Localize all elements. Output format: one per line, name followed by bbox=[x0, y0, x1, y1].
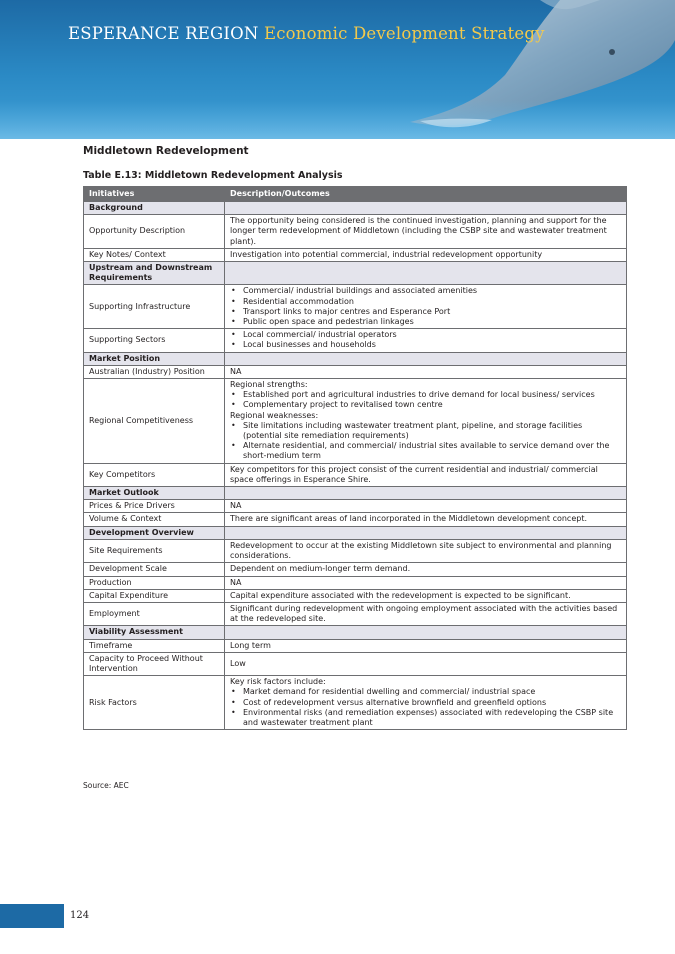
list-item: • Established port and agricultural industries to drive demand for local business/ services bbox=[230, 390, 621, 400]
category-row bbox=[84, 202, 627, 215]
category-label: Development Overview bbox=[84, 526, 225, 539]
row-label: Production bbox=[84, 576, 225, 589]
table-row bbox=[84, 539, 627, 562]
table-row bbox=[84, 379, 627, 464]
footer-bar bbox=[0, 904, 64, 928]
table-row bbox=[84, 589, 627, 602]
row-value: Low bbox=[225, 652, 627, 675]
table-header-row bbox=[84, 187, 627, 202]
bullet-list bbox=[230, 390, 621, 410]
list-item: • Transport links to major centres and Esperance Port bbox=[230, 307, 621, 317]
weaknesses-label: Regional weaknesses: bbox=[230, 410, 319, 420]
row-value: Investigation into potential commercial, industrial redevelopment opportunity bbox=[225, 248, 627, 261]
category-row bbox=[84, 262, 627, 285]
table-row bbox=[84, 329, 627, 352]
row-value bbox=[225, 285, 627, 329]
table-row bbox=[84, 513, 627, 526]
section-title: Middletown Redevelopment bbox=[83, 145, 249, 157]
row-value bbox=[225, 329, 627, 352]
bullet-list bbox=[230, 330, 621, 350]
row-value: Redevelopment to occur at the existing Middletown site subject to environmental and planning considerations. bbox=[225, 539, 627, 562]
category-row bbox=[84, 487, 627, 500]
row-label: Volume & Context bbox=[84, 513, 225, 526]
list-item: • Alternate residential, and commercial/ industrial sites available to service demand over the short-medium term bbox=[230, 441, 621, 461]
list-item: • Residential accommodation bbox=[230, 297, 621, 307]
analysis-table bbox=[83, 186, 627, 730]
category-row bbox=[84, 526, 627, 539]
dolphin-image bbox=[0, 0, 675, 139]
table-caption: Table E.13: Middletown Redevelopment Analysis bbox=[83, 170, 343, 181]
list-item: • Market demand for residential dwelling and commercial/ industrial space bbox=[230, 687, 621, 697]
row-label: Site Requirements bbox=[84, 539, 225, 562]
table-row bbox=[84, 285, 627, 329]
row-value bbox=[225, 676, 627, 730]
table-row bbox=[84, 365, 627, 378]
row-label: Prices & Price Drivers bbox=[84, 500, 225, 513]
table-row bbox=[84, 215, 627, 249]
row-label: Australian (Industry) Position bbox=[84, 365, 225, 378]
category-row bbox=[84, 352, 627, 365]
row-value: Long term bbox=[225, 639, 627, 652]
row-value: Significant during redevelopment with ongoing employment associated with the activities based at the redeveloped site. bbox=[225, 602, 627, 625]
table-row bbox=[84, 602, 627, 625]
row-label: Supporting Infrastructure bbox=[84, 285, 225, 329]
row-label: Opportunity Description bbox=[84, 215, 225, 249]
bullet-list bbox=[230, 286, 621, 327]
table-row bbox=[84, 652, 627, 675]
page-number: 124 bbox=[70, 910, 90, 921]
list-item: • Environmental risks (and remediation expenses) associated with redeveloping the CSBP site and wastewater treatment plant bbox=[230, 708, 621, 728]
row-value: Capital expenditure associated with the redevelopment is expected to be significant. bbox=[225, 589, 627, 602]
table-row bbox=[84, 576, 627, 589]
list-item: • Cost of redevelopment versus alternative brownfield and greenfield options bbox=[230, 698, 621, 708]
row-label: Key Competitors bbox=[84, 463, 225, 486]
table-row bbox=[84, 563, 627, 576]
row-value: Dependent on medium-longer term demand. bbox=[225, 563, 627, 576]
row-value: NA bbox=[225, 576, 627, 589]
table-row bbox=[84, 676, 627, 730]
banner-title bbox=[68, 24, 545, 43]
table-row bbox=[84, 500, 627, 513]
banner-region: ESPERANCE REGION bbox=[68, 24, 259, 43]
bullet-list bbox=[230, 687, 621, 728]
row-label: Timeframe bbox=[84, 639, 225, 652]
category-row bbox=[84, 626, 627, 639]
table-row bbox=[84, 463, 627, 486]
row-label: Regional Competitiveness bbox=[84, 379, 225, 464]
row-label: Risk Factors bbox=[84, 676, 225, 730]
row-label: Capacity to Proceed Without Intervention bbox=[84, 652, 225, 675]
row-label: Development Scale bbox=[84, 563, 225, 576]
list-item: • Commercial/ industrial buildings and associated amenities bbox=[230, 286, 621, 296]
list-item: • Complementary project to revitalised town centre bbox=[230, 400, 621, 410]
row-value: The opportunity being considered is the continued investigation, planning and support for the longer term redevelopment of Middletown (including the CSBP site and wastewater treatment plant). bbox=[225, 215, 627, 249]
row-value bbox=[225, 379, 627, 464]
row-value: There are significant areas of land incorporated in the Middletown development concept. bbox=[225, 513, 627, 526]
row-value: Key competitors for this project consist of the current residential and industrial/ commercial space offerings in Esperance Shire. bbox=[225, 463, 627, 486]
strengths-label: Regional strengths: bbox=[230, 380, 308, 390]
row-value: NA bbox=[225, 500, 627, 513]
category-label: Viability Assessment bbox=[84, 626, 225, 639]
row-value: NA bbox=[225, 365, 627, 378]
row-label: Capital Expenditure bbox=[84, 589, 225, 602]
table-row bbox=[84, 639, 627, 652]
category-label: Market Position bbox=[84, 352, 225, 365]
list-item: • Local commercial/ industrial operators bbox=[230, 330, 621, 340]
row-label: Key Notes/ Context bbox=[84, 248, 225, 261]
table-row bbox=[84, 248, 627, 261]
list-item: • Site limitations including wastewater treatment plant, pipeline, and storage facilities (potential site remediation requirements) bbox=[230, 421, 621, 441]
list-item: • Public open space and pedestrian linkages bbox=[230, 317, 621, 327]
category-label: Background bbox=[84, 202, 225, 215]
column-header: Initiatives bbox=[84, 187, 225, 202]
row-label: Employment bbox=[84, 602, 225, 625]
risk-intro: Key risk factors include: bbox=[230, 677, 326, 687]
bullet-list bbox=[230, 421, 621, 462]
list-item: • Local businesses and households bbox=[230, 340, 621, 350]
source-note: Source: AEC bbox=[83, 781, 129, 790]
header-banner bbox=[0, 0, 675, 139]
category-label: Upstream and Downstream Requirements bbox=[84, 262, 225, 285]
category-label: Market Outlook bbox=[84, 487, 225, 500]
column-header: Description/Outcomes bbox=[225, 187, 627, 202]
banner-subtitle: Economic Development Strategy bbox=[263, 24, 545, 43]
row-label: Supporting Sectors bbox=[84, 329, 225, 352]
